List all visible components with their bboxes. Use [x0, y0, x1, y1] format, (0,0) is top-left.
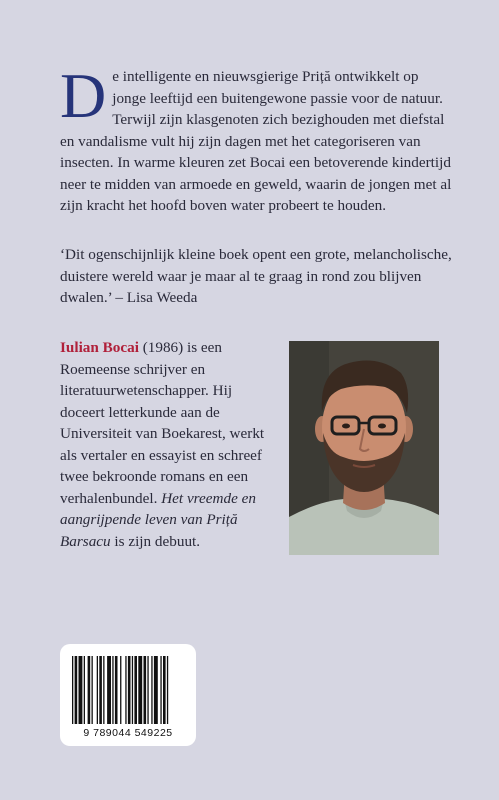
blurb-text: e intelligente en nieuwsgierige Priță ontwikkelt op jonge leeftijd een buitengewone passie voor de natuur. Terwijl zijn klasgenoten zich bezighouden met diefstal en vandalisme vult hij zijn dagen met het categoriseren van insecten. In warme kleuren zet Bocai een betoverende kindertijd neer te midden van armoede en geweld, waarin de jongen met al zijn kracht het hoofd boven water probeert te houden.: [60, 68, 452, 214]
quote-text: ‘Dit ogenschijnlijk kleine boek opent een grote, melancholische, duistere wereld waar je maar al te graag in rond zou blijven dwalen.’ – Lisa Weeda: [60, 246, 452, 306]
bio-suffix: is zijn debuut.: [110, 532, 201, 550]
barcode: [60, 644, 196, 746]
drop-cap: D: [60, 60, 107, 131]
author-portrait-image: [289, 341, 439, 555]
blurb-paragraph: [60, 60, 452, 217]
book-title: Het vreemde en aangrijpende leven van Priță Barsacu: [60, 489, 256, 550]
author-photo: [289, 341, 439, 555]
review-quote: [60, 244, 452, 309]
bio-text: (1986) is een Roemeense schrijver en literatuurwetenschapper. Hij doceert letterkunde aan de Universiteit van Boekarest, werkt als vertaler en essayist en schreef twee bekroonde romans en een verhalenbundel.: [60, 339, 265, 507]
isbn-number: 9 789044 549225: [83, 727, 173, 739]
author-name: Iulian Bocai: [60, 339, 139, 356]
author-bio: [60, 337, 280, 552]
